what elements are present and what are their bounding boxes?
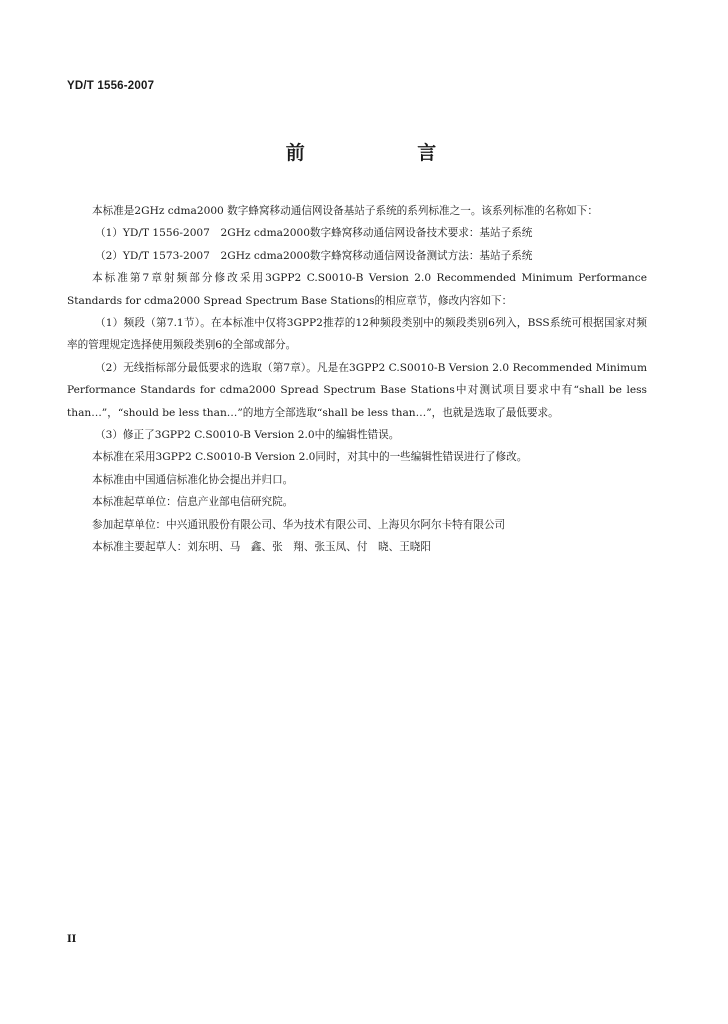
paragraph-drafters: 本标准主要起草人：刘东明、马 鑫、张 翔、张玉凤、付 晓、王晓阳 — [92, 541, 431, 554]
paragraph-change-1: （1）频段（第7.1节）。在本标准中仅将3GPP2推荐的12种频段类别中的频段类别6列入，BSS系统可根据国家对频率的管理规定选择使用频段类别6的全部或部分。 — [67, 317, 647, 352]
page-title: 前 言 — [285, 142, 473, 164]
paragraph-change-3: （3）修正了3GPP2 C.S0010-B Version 2.0中的编辑性错误。 — [95, 429, 400, 442]
page-number: II — [67, 934, 77, 945]
paragraph-change-2: （2）无线指标部分最低要求的选取（第7章）。凡是在3GPP2 C.S0010-B Version 2.0 Recommended Minimum Performance Standards for cdma2000 Spread Spectrum Base Stations中对测试项目要求中有“shall be less than…”，“should be less than…”的地方全部选取“shall be less than…”，也就是选取了最低要求。 — [67, 361, 647, 419]
paragraph-editorial: 本标准在采用3GPP2 C.S0010-B Version 2.0同时，对其中的一些编辑性错误进行了修改。 — [92, 451, 528, 464]
standard-code-header: YD/T 1556-2007 — [67, 80, 155, 92]
paragraph-list-item-1: （1）YD/T 1556-2007 2GHz cdma2000数字蜂窝移动通信网设备技术要求：基站子系统 — [95, 227, 533, 240]
paragraph-adoption: 本标准第7章射频部分修改采用3GPP2 C.S0010-B Version 2.0 Recommended Minimum Performance Standards for cdma2000 Spread Spectrum Base Stations的相应章节，修改内容如下： — [67, 272, 647, 307]
paragraph-list-item-2: （2）YD/T 1573-2007 2GHz cdma2000数字蜂窝移动通信网设备测试方法：基站子系统 — [95, 249, 533, 262]
paragraph-intro: 本标准是2GHz cdma2000 数字蜂窝移动通信网设备基站子系统的系列标准之一。该系列标准的名称如下： — [92, 205, 598, 217]
paragraph-proposer: 本标准由中国通信标准化协会提出并归口。 — [92, 473, 294, 486]
paragraph-participating-units: 参加起草单位：中兴通讯股份有限公司、华为技术有限公司、上海贝尔阿尔卡特有限公司 — [92, 518, 506, 531]
foreword-body — [67, 200, 647, 559]
paragraph-drafting-unit: 本标准起草单位：信息产业部电信研究院。 — [92, 496, 294, 509]
